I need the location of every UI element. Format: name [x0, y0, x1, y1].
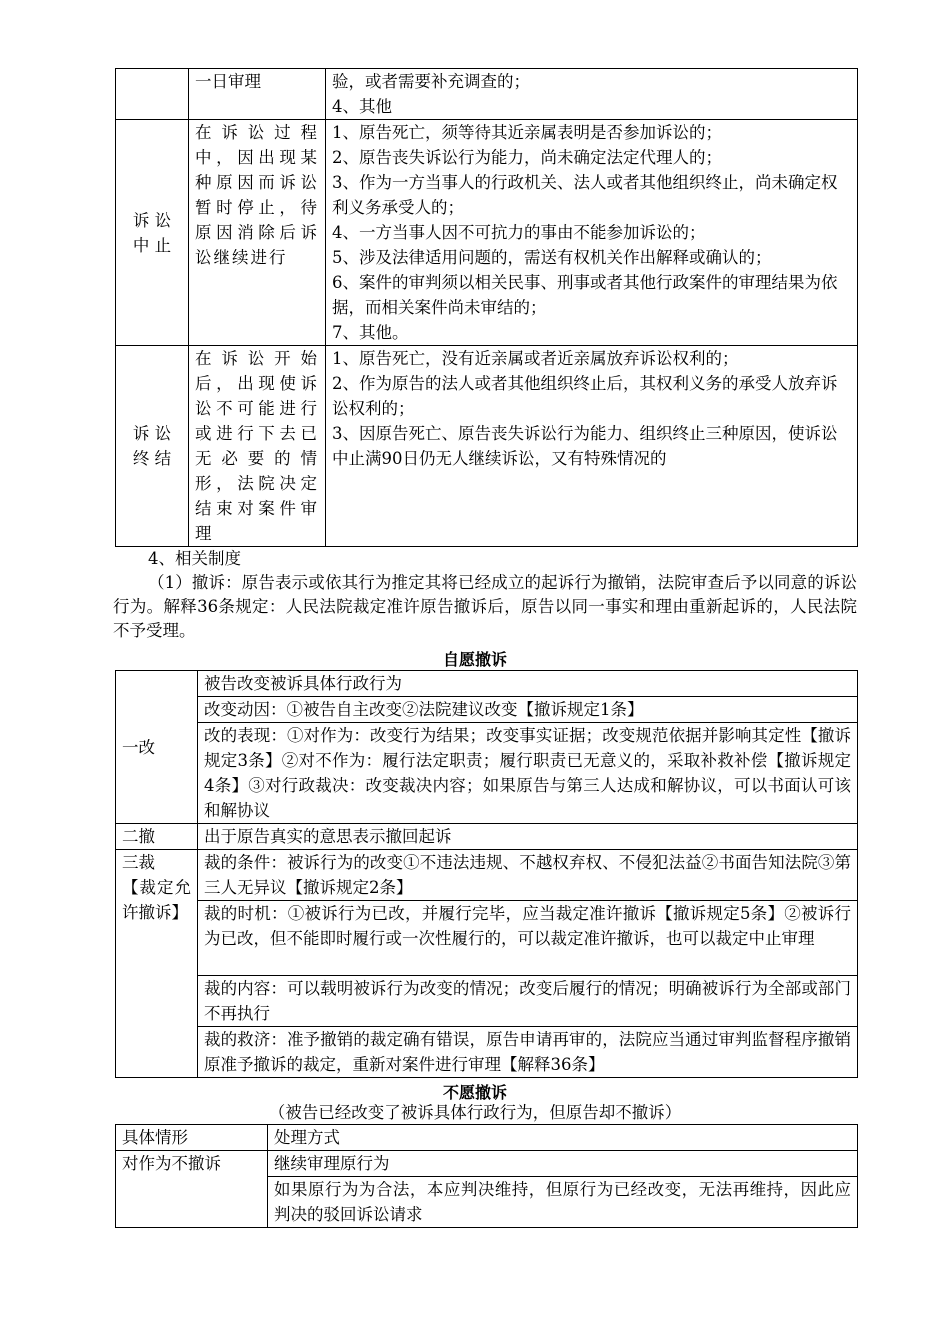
table-row — [116, 723, 858, 824]
row-label-text: 三裁 【裁定允许撤诉】 — [122, 853, 191, 922]
table-cell: 继续审理原行为 — [268, 1151, 858, 1177]
row-label-termination — [116, 346, 189, 547]
row-label-text: 诉 讼 终 结 — [132, 424, 172, 468]
table-cell: 在诉讼过程中，因出现某种原因而诉讼暂时停止，待原因消除后诉讼继续进行 — [189, 120, 326, 346]
cell-line: 2、原告丧失诉讼行为能力，尚未确定法定代理人的； — [332, 148, 722, 167]
table-cell: 裁的救济：准予撤销的裁定确有错误，原告申请再审的，法院应当通过审判监督程序撤销原准予撤诉的裁定，重新对案件进行审理【解释36条】 — [198, 1027, 858, 1078]
table-row — [116, 697, 858, 723]
table-header-row — [116, 1125, 858, 1151]
table-cell: 改的表现：①对作为：改变行为结果；改变事实证据；改变规范依据并影响其定性【撤诉规定3条】②对不作为：履行法定职责；履行职责已无意义的，采取补救补偿【撤诉规定4条】③对行政裁决：改变裁决内容；如果原告与第三人达成和解协议，可以书面认可该和解协议 — [198, 723, 858, 824]
table-row — [116, 976, 858, 1027]
cell-line: 4、其他 — [332, 97, 392, 116]
row-label: 对作为不撤诉 — [116, 1151, 268, 1228]
row-label-erche: 二撤 — [116, 824, 198, 850]
paragraph-withdrawal: （1）撤诉：原告表示或依其行为推定其将已经成立的起诉行为撤销，法院审查后予以同意的诉讼行为。解释36条规定：人民法院裁定准许原告撤诉后，原告以同一事实和理由重新起诉的，人民法院不予受理。 — [113, 573, 857, 640]
table-cell: 一日审理 — [189, 69, 326, 120]
table-row — [116, 901, 858, 976]
cell-line: 4、一方当事人因不可抗力的事由不能参加诉讼的； — [332, 223, 706, 242]
row-label-sancai — [116, 850, 198, 1078]
section-title: 4、相关制度 — [148, 549, 241, 568]
cell-line: 3、作为一方当事人的行政机关、法人或者其他组织终止，尚未确定权利义务承受人的； — [332, 173, 838, 217]
heading-voluntary: 自愿撤诉 — [442, 650, 507, 669]
column-header: 处理方式 — [268, 1125, 858, 1151]
table-row — [116, 824, 858, 850]
table-row — [116, 120, 858, 346]
table-row — [116, 1151, 858, 1177]
voluntary-withdrawal-table — [115, 670, 858, 1078]
table-cell — [326, 120, 858, 346]
cell-line: 1、原告死亡，没有近亲属或者近亲属放弃诉讼权利的； — [332, 349, 739, 368]
table-cell: 被告改变被诉具体行政行为 — [198, 671, 858, 697]
row-label-suspension — [116, 120, 189, 346]
unwilling-withdrawal-table — [115, 1124, 858, 1228]
table-row — [116, 850, 858, 901]
table-cell: 裁的时机：①被诉行为已改，并履行完毕，应当裁定准许撤诉【撤诉规定5条】②被诉行为已改，但不能即时履行或一次性履行的，可以裁定准许撤诉，也可以裁定中止审理 — [198, 901, 858, 976]
table-cell: 裁的条件：被诉行为的改变①不违法违规、不越权弃权、不侵犯法益②书面告知法院③第三人无异议【撤诉规定2条】 — [198, 850, 858, 901]
litigation-table — [115, 68, 858, 547]
row-label-text: 诉 讼 中 止 — [132, 210, 172, 255]
table-cell: 改变动因：①被告自主改变②法院建议改变【撤诉规定1条】 — [198, 697, 858, 723]
cell-line: 1、原告死亡，须等待其近亲属表明是否参加诉讼的； — [332, 123, 722, 142]
table-row — [116, 69, 858, 120]
cell-line: 7、其他。 — [332, 323, 409, 342]
cell-line: 验，或者需要补充调查的； — [332, 72, 530, 91]
cell-line: 5、涉及法律适用问题的，需送有权机关作出解释或确认的； — [332, 248, 772, 267]
table-cell — [116, 69, 189, 120]
table-cell — [326, 69, 858, 120]
table-cell — [326, 346, 858, 547]
cell-line: 2、作为原告的法人或者其他组织终止后，其权利义务的承受人放弃诉讼权利的； — [332, 374, 838, 418]
table-cell: 如果原行为为合法，本应判决维持，但原行为已经改变，无法再维持，因此应判决的驳回诉讼请求 — [268, 1177, 858, 1228]
table-cell: 在诉讼开始后，出现使诉讼不可能进行或进行下去已无必要的情形，法院决定结束对案件审理 — [189, 346, 326, 547]
table-row — [116, 671, 858, 697]
heading-unwilling: 不愿撤诉 — [442, 1083, 507, 1102]
table-row — [116, 346, 858, 547]
subheading-unwilling: （被告已经改变了被诉具体行政行为，但原告却不撤诉） — [268, 1103, 682, 1122]
cell-line: 6、案件的审判须以相关民事、刑事或者其他行政案件的审理结果为依据，而相关案件尚未审结的； — [332, 273, 838, 317]
table-cell: 裁的内容：可以载明被诉行为改变的情况；改变后履行的情况；明确被诉行为全部或部门不再执行 — [198, 976, 858, 1027]
row-label-yigai: 一改 — [116, 671, 198, 824]
column-header: 具体情形 — [116, 1125, 268, 1151]
table-cell: 出于原告真实的意思表示撤回起诉 — [198, 824, 858, 850]
cell-line: 3、因原告死亡、原告丧失诉讼行为能力、组织终止三种原因，使诉讼中止满90日仍无人继续诉讼，又有特殊情况的 — [332, 424, 838, 468]
table-row — [116, 1027, 858, 1078]
